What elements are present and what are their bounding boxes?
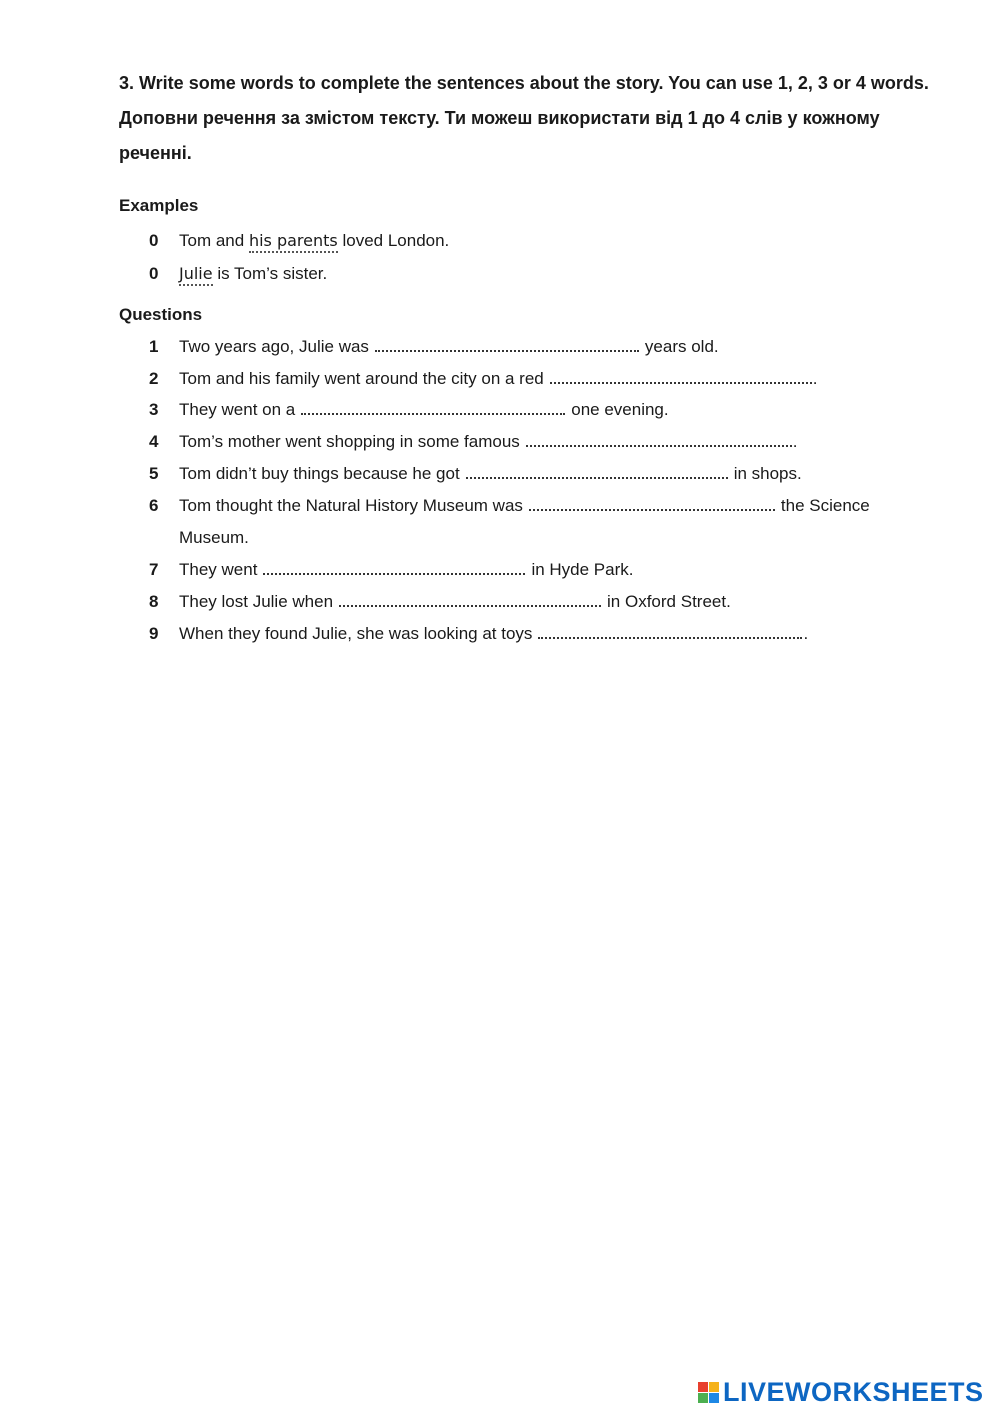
logo-square-v [698, 1393, 708, 1403]
question-text-before: When they found Julie, she was looking at toys [179, 624, 533, 643]
answer-blank[interactable] [526, 433, 792, 447]
question-text-before: They lost Julie when [179, 592, 334, 611]
question-text-after: in Oxford Street. [607, 592, 731, 611]
logo-icon [698, 1382, 719, 1403]
question-number: 9 [149, 624, 159, 643]
question-continuation: Museum. [179, 528, 249, 547]
question-text-before: Tom and his family went around the city on a red [179, 369, 544, 388]
answer-blank[interactable] [529, 497, 775, 511]
answer-blank[interactable] [301, 401, 565, 415]
answer-blank[interactable] [466, 465, 728, 479]
question-text-before: They went on a [179, 400, 296, 419]
logo-square-l [698, 1382, 708, 1392]
answer-blank[interactable] [375, 338, 639, 352]
example-number: 0 [149, 264, 159, 283]
example-answer: his parents [249, 231, 338, 253]
example-text-after: loved London. [342, 231, 450, 250]
examples-heading: Examples [119, 196, 199, 215]
question-row [149, 369, 817, 389]
question-text-before: They went [179, 560, 258, 579]
logo-square-i [709, 1382, 719, 1392]
question-text-after: in Hyde Park. [531, 560, 634, 579]
logo-square-e [709, 1393, 719, 1403]
example-number: 0 [149, 231, 159, 250]
question-text-before: Tom thought the Natural History Museum was [179, 496, 523, 515]
question-row [149, 592, 731, 612]
example-text-after: is Tom’s sister. [217, 264, 328, 283]
question-row [149, 400, 669, 420]
question-number: 1 [149, 337, 159, 356]
example-text-before: Tom and [179, 231, 245, 250]
liveworksheets-logo [698, 1377, 984, 1408]
question-text-after: . [792, 432, 798, 451]
example-row [149, 264, 327, 286]
question-row [149, 624, 808, 644]
questions-heading: Questions [119, 305, 203, 324]
answer-blank[interactable] [339, 593, 601, 607]
question-row [149, 464, 802, 484]
question-number: 3 [149, 400, 159, 419]
example-row [149, 231, 449, 253]
question-number: 8 [149, 592, 159, 611]
answer-blank[interactable] [550, 370, 812, 384]
question-row [149, 560, 633, 580]
question-row [149, 432, 798, 452]
question-row [149, 496, 870, 516]
instructions: 3. Write some words to complete the sentences about the story. You can use 1, 2, 3 or 4 words. Доповни речення за змістом тексту. Ти можеш використати від 1 до 4 слів у кожному реченні. [119, 73, 929, 163]
question-text-before: Two years ago, Julie was [179, 337, 369, 356]
question-text-after: years old. [644, 337, 719, 356]
question-number: 5 [149, 464, 159, 483]
question-text-before: Tom’s mother went shopping in some famous [179, 432, 520, 451]
question-text-after: in shops. [733, 464, 802, 483]
answer-blank[interactable] [538, 625, 802, 639]
question-text-after: . [812, 369, 818, 388]
question-number: 2 [149, 369, 159, 388]
question-number: 4 [149, 432, 159, 451]
example-answer: Julie [179, 264, 213, 286]
question-text-after: the Science [780, 496, 870, 515]
question-text-after: one evening. [571, 400, 669, 419]
logo-text: LIVEWORKSHEETS [723, 1377, 984, 1407]
answer-blank[interactable] [263, 561, 525, 575]
question-number: 6 [149, 496, 159, 515]
question-text-before: Tom didn’t buy things because he got [179, 464, 460, 483]
question-row [149, 337, 719, 357]
question-text-after: . [803, 624, 809, 643]
question-number: 7 [149, 560, 159, 579]
